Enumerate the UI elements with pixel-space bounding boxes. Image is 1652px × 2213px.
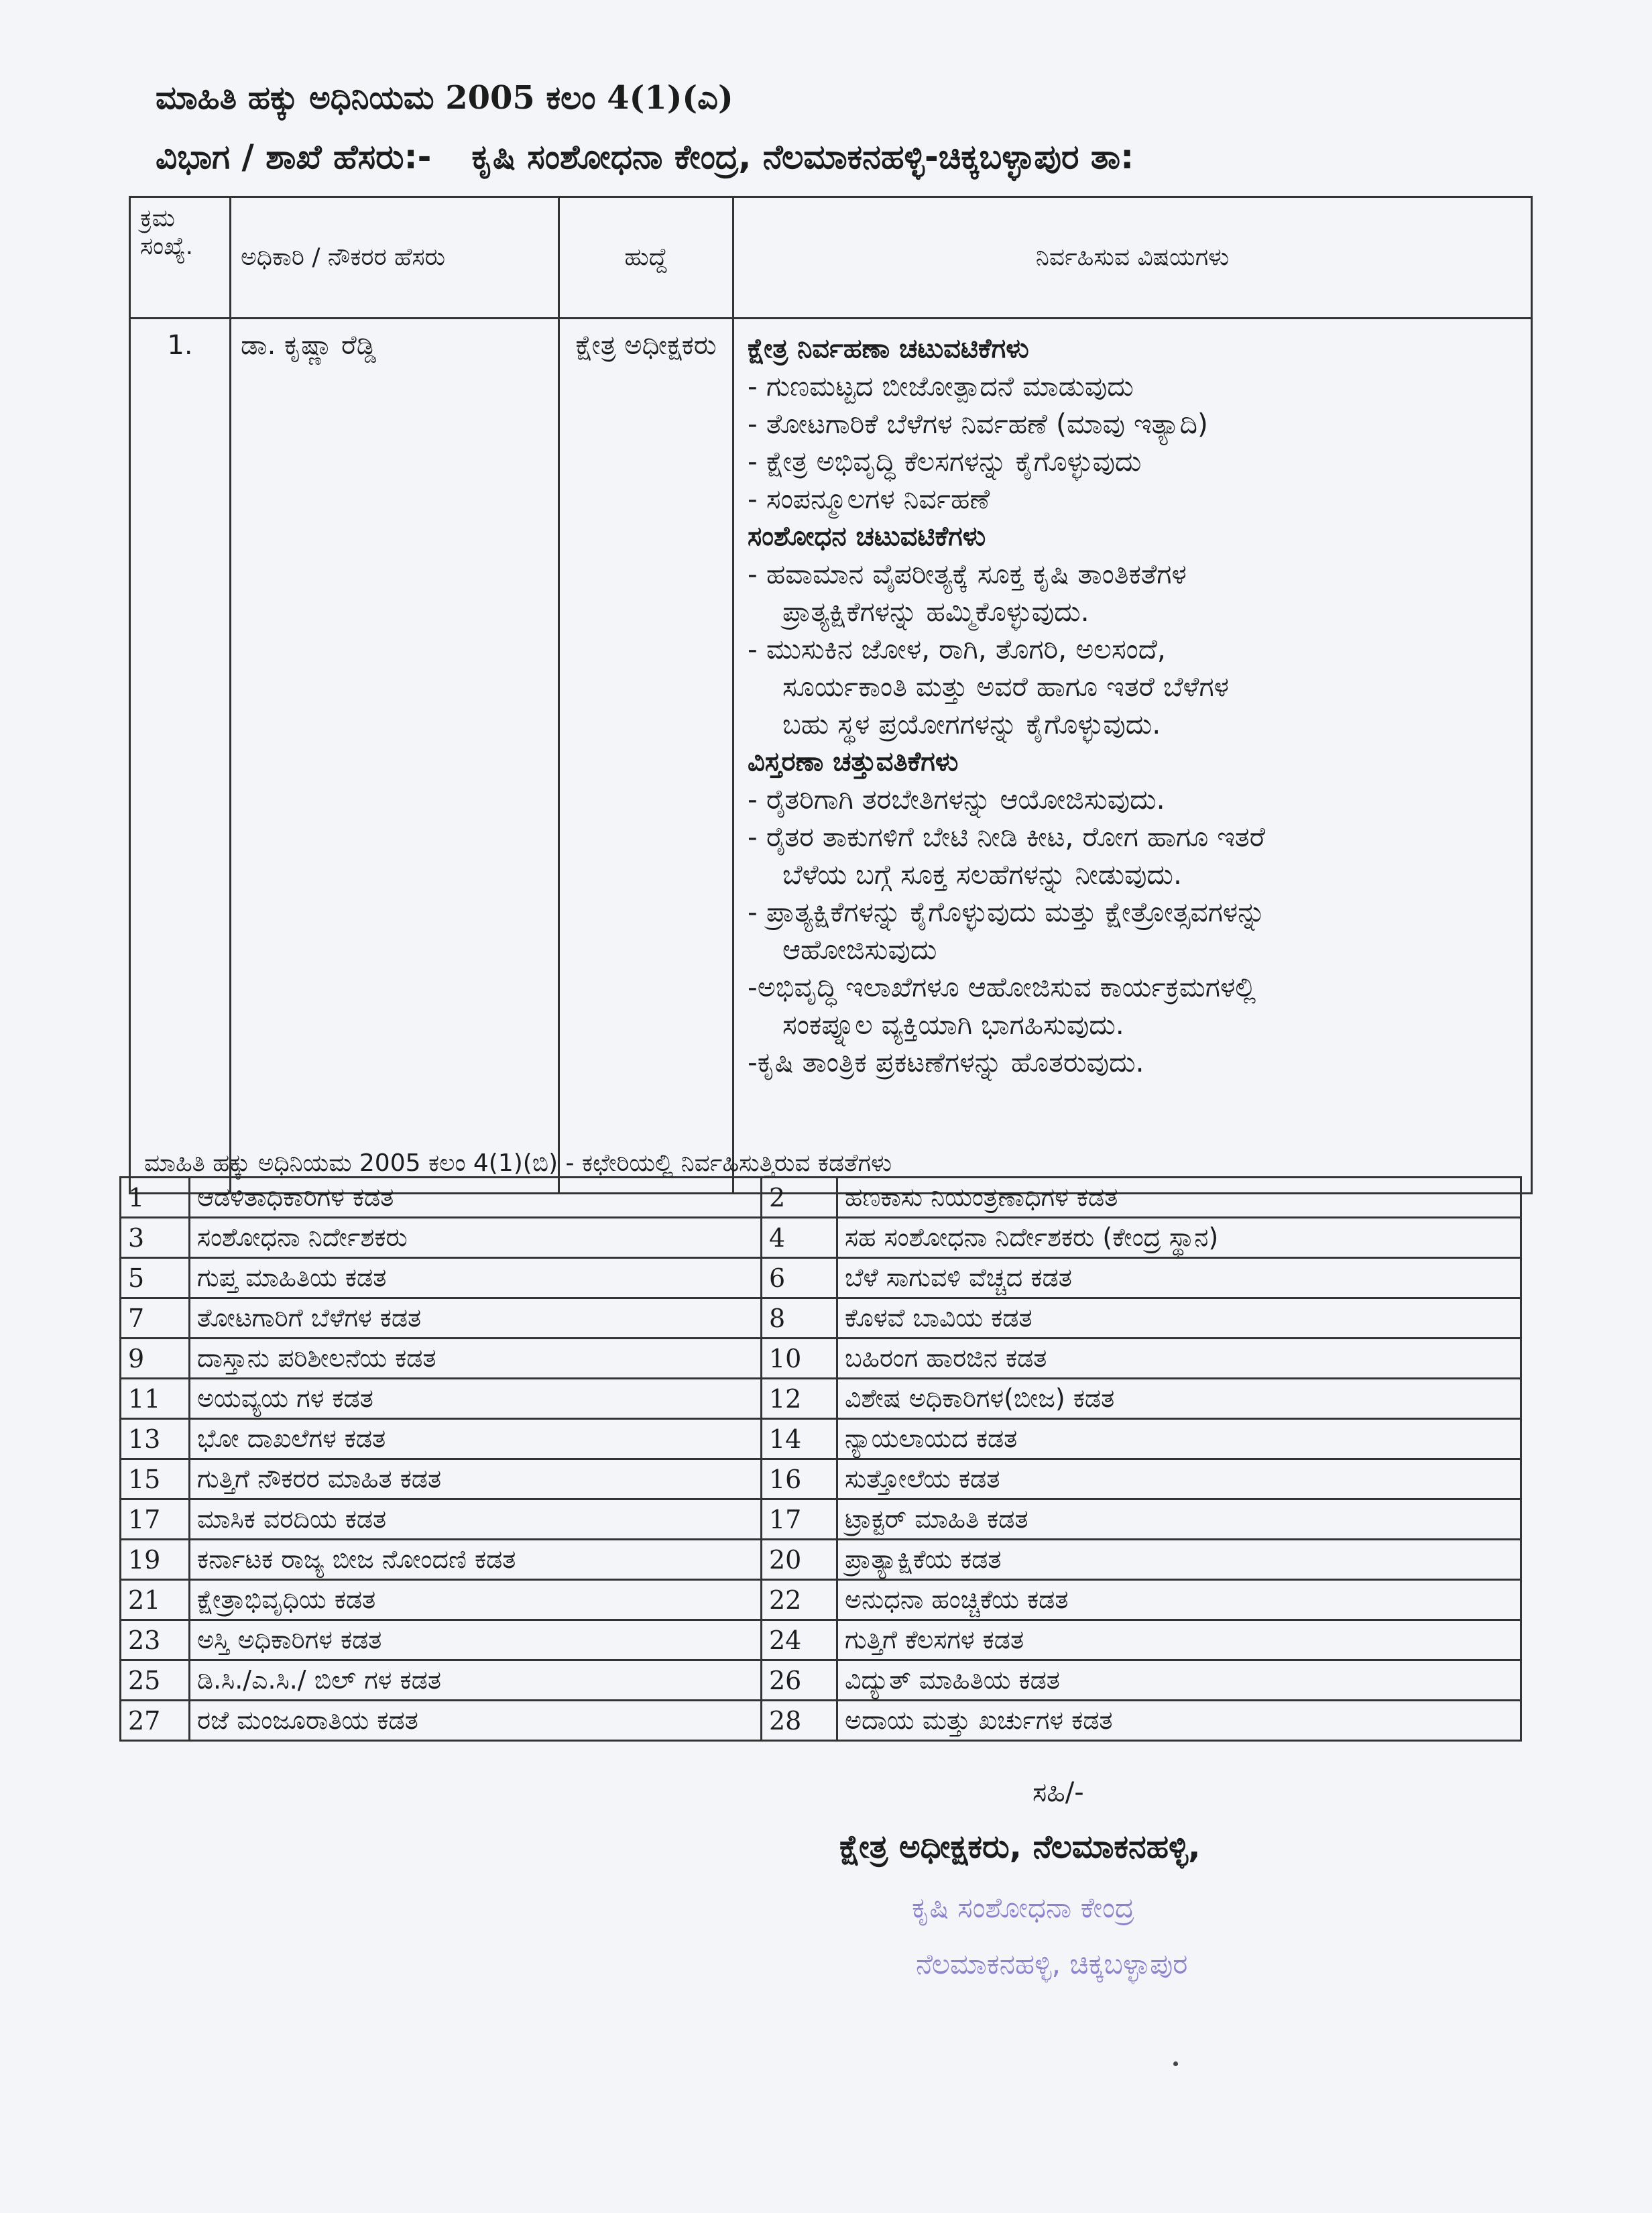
- register-number: 8: [762, 1298, 837, 1339]
- register-title: ದಾಸ್ತಾನು ಪರಿಶೀಲನೆಯ ಕಡತ: [190, 1339, 762, 1379]
- row-officer-name: ಡಾ. ಕೃಷ್ಣಾ ರೆಡ್ಡಿ: [231, 319, 559, 1194]
- register-row: [121, 1258, 1521, 1298]
- register-number: 23: [121, 1620, 190, 1660]
- department-name: ಕೃಷಿ ಸಂಶೋಧನಾ ಕೇಂದ್ರ, ನೆಲಮಾಕನಹಳ್ಳಿ-ಚಿಕ್ಕಬಳ್ಳಾಪುರ ತಾ:: [471, 137, 1134, 176]
- department-label: ವಿಭಾಗ / ಶಾಖೆ ಹೆಸರು:-: [156, 137, 432, 176]
- register-title: ಸಹ ಸಂಶೋಧನಾ ನಿರ್ದೇಶಕರು (ಕೇಂದ್ರ ಸ್ಥಾನ): [837, 1218, 1521, 1258]
- duty-item: - ತೋಟಗಾರಿಕೆ ಬೆಳೆಗಳ ನಿರ್ವಹಣೆ (ಮಾವು ಇತ್ಯಾದಿ): [748, 408, 1208, 440]
- duty-item-continued: ಬೆಳೆಯ ಬಗ್ಗೆ ಸೂಕ್ತ ಸಲಹೆಗಳನ್ನು ನೀಡುವುದು.: [782, 858, 1182, 891]
- register-row: [121, 1620, 1521, 1660]
- header-post: ಹುದ್ದೆ: [559, 197, 733, 319]
- register-title: ವಿಶೇಷ ಅಧಿಕಾರಿಗಳ(ಬೀಜ) ಕಡತ: [837, 1379, 1521, 1419]
- register-number: 22: [762, 1580, 837, 1620]
- register-title: ಗುತ್ತಿಗೆ ಕೆಲಸಗಳ ಕಡತ: [837, 1620, 1521, 1660]
- register-title: ಹಣಕಾಸು ನಿಯಂತ್ರಣಾಧಿಗಳ ಕಡತ: [837, 1178, 1521, 1218]
- register-number: 10: [762, 1339, 837, 1379]
- register-title: ಅಸ್ತಿ ಅಧಿಕಾರಿಗಳ ಕಡತ: [190, 1620, 762, 1660]
- register-number: 15: [121, 1459, 190, 1499]
- register-title: ನ್ಯಾಯಲಾಯದ ಕಡತ: [837, 1419, 1521, 1459]
- register-title: ಮಾಸಿಕ ವರದಿಯ ಕಡತ: [190, 1499, 762, 1540]
- register-number: 5: [121, 1258, 190, 1298]
- registers-table: [119, 1176, 1522, 1742]
- duty-item: - ಪ್ರಾತ್ಯಕ್ಷಿಕೆಗಳನ್ನು ಕೈಗೊಳ್ಳುವುದು ಮತ್ತು ಕ್ಷೇತ್ರೋತ್ಸವಗಳನ್ನು: [748, 896, 1266, 928]
- register-title: ಸುತ್ತೋಲೆಯ ಕಡತ: [837, 1459, 1521, 1499]
- register-number: 14: [762, 1419, 837, 1459]
- register-row: [121, 1339, 1521, 1379]
- register-row: [121, 1419, 1521, 1459]
- register-row: [121, 1298, 1521, 1339]
- register-title: ಗುಪ್ತ ಮಾಹಿತಿಯ ಕಡತ: [190, 1258, 762, 1298]
- register-number: 6: [762, 1258, 837, 1298]
- register-title: ಭೋ ದಾಖಲೆಗಳ ಕಡತ: [190, 1419, 762, 1459]
- register-number: 13: [121, 1419, 190, 1459]
- register-number: 7: [121, 1298, 190, 1339]
- register-row: [121, 1580, 1521, 1620]
- register-title: ಕೊಳವೆ ಬಾವಿಯ ಕಡತ: [837, 1298, 1521, 1339]
- register-row: [121, 1459, 1521, 1499]
- header-name: ಅಧಿಕಾರಿ / ನೌಕರರ ಹೆಸರು: [231, 197, 559, 319]
- section-title: ಸಂಶೋಧನ ಚಟುವಟಿಕೆಗಳು: [748, 521, 986, 552]
- duties-header-row: [130, 197, 1532, 319]
- register-title: ಸಂಶೋಧನಾ ನಿರ್ದೇಶಕರು: [190, 1218, 762, 1258]
- register-number: 19: [121, 1540, 190, 1580]
- register-title: ತೋಟಗಾರಿಗೆ ಬೆಳೆಗಳ ಕಡತ: [190, 1298, 762, 1339]
- stamp-line-1: ಕೃಷಿ ಸಂಶೋಧನಾ ಕೇಂದ್ರ: [912, 1891, 1134, 1924]
- register-number: 20: [762, 1540, 837, 1580]
- register-number: 1: [121, 1178, 190, 1218]
- row-post: ಕ್ಷೇತ್ರ ಅಧೀಕ್ಷಕರು: [559, 319, 733, 1194]
- duty-item-continued: ಸೂರ್ಯಕಾಂತಿ ಮತ್ತು ಅವರೆ ಹಾಗೂ ಇತರೆ ಬೆಳೆಗಳ: [782, 671, 1229, 703]
- register-title: ರಜೆ ಮಂಜೂರಾತಿಯ ಕಡತ: [190, 1701, 762, 1741]
- register-title: ಆಡಳಿತಾಧಿಕಾರಿಗಳ ಕಡತ: [190, 1178, 762, 1218]
- register-title: ಕರ್ನಾಟಕ ರಾಜ್ಯ ಬೀಜ ನೋಂದಣಿ ಕಡತ: [190, 1540, 762, 1580]
- duty-item-continued: ಬಹು ಸ್ಥಳ ಪ್ರಯೋಗಗಳನ್ನು ಕೈಗೊಳ್ಳುವುದು.: [782, 708, 1161, 740]
- header-serial: ಕ್ರಮ ಸಂಖ್ಯೆ.: [130, 197, 231, 319]
- register-number: 27: [121, 1701, 190, 1741]
- register-title: ಅಯವ್ಯಯ ಗಳ ಕಡತ: [190, 1379, 762, 1419]
- register-number: 9: [121, 1339, 190, 1379]
- department-line: [156, 137, 1134, 177]
- register-number: 12: [762, 1379, 837, 1419]
- duty-item: - ರೈತರಿಗಾಗಿ ತರಬೇತಿಗಳನ್ನು ಆಯೋಜಿಸುವುದು.: [748, 783, 1165, 815]
- register-number: 21: [121, 1580, 190, 1620]
- duty-item-continued: ಆಹೋಜಿಸುವುದು: [782, 933, 937, 966]
- register-title: ಡಿ.ಸಿ./ಎ.ಸಿ./ ಬಿಲ್ ಗಳ ಕಡತ: [190, 1660, 762, 1701]
- register-number: 11: [121, 1379, 190, 1419]
- register-row: [121, 1218, 1521, 1258]
- register-number: 17: [121, 1499, 190, 1540]
- register-title: ಟ್ರಾಕ್ಟರ್ ಮಾಹಿತಿ ಕಡತ: [837, 1499, 1521, 1540]
- duty-item: - ಹವಾಮಾನ ವೈಪರೀತ್ಯಕ್ಕೆ ಸೂಕ್ತ ಕೃಷಿ ತಾಂತಿಕತೆಗಳ: [748, 558, 1187, 590]
- register-row: [121, 1660, 1521, 1701]
- register-number: 17: [762, 1499, 837, 1540]
- register-row: [121, 1178, 1521, 1218]
- officer-designation: ಕ್ಷೇತ್ರ ಅಧೀಕ್ಷಕರು, ನೆಲಮಾಕನಹಳ್ಳಿ,: [839, 1828, 1201, 1866]
- register-row: [121, 1701, 1521, 1741]
- register-number: 16: [762, 1459, 837, 1499]
- row-serial: 1.: [130, 319, 231, 1194]
- register-number: 28: [762, 1701, 837, 1741]
- register-row: [121, 1540, 1521, 1580]
- register-number: 25: [121, 1660, 190, 1701]
- section-title: ವಿಸ್ತರಣಾ ಚತ್ತುವತಿಕೆಗಳು: [748, 746, 959, 777]
- signed-mark: ಸಹಿ/-: [1032, 1777, 1084, 1808]
- register-title: ಪ್ರಾತ್ಯಾಕ್ಷಿಕೆಯ ಕಡತ: [837, 1540, 1521, 1580]
- header-duties: ನಿರ್ವಹಿಸುವ ವಿಷಯಗಳು: [733, 197, 1532, 319]
- register-number: 3: [121, 1218, 190, 1258]
- register-number: 4: [762, 1218, 837, 1258]
- duty-item: - ಮುಸುಕಿನ ಜೋಳ, ರಾಗಿ, ತೊಗರಿ, ಅಲಸಂದೆ,: [748, 633, 1166, 665]
- registers-subtitle: ಮಾಹಿತಿ ಹಕ್ಕು ಅಧಿನಿಯಮ 2005 ಕಲಂ 4(1)(ಬಿ) - ಕಛೇರಿಯಲ್ಲಿ ನಿರ್ವಹಿಸುತ್ತಿರುವ ಕಡತೆಗಳು: [144, 1149, 892, 1177]
- duty-item: - ರೈತರ ತಾಕುಗಳಿಗೆ ಬೇಟಿ ನೀಡಿ ಕೀಟ, ರೋಗ ಹಾಗೂ ಇತರೆ: [748, 821, 1265, 853]
- register-title: ಗುತ್ತಿಗೆ ನೌಕರರ ಮಾಹಿತ ಕಡತ: [190, 1459, 762, 1499]
- register-number: 2: [762, 1178, 837, 1218]
- register-title: ಬೆಳೆ ಸಾಗುವಳಿ ವೆಚ್ಚದ ಕಡತ: [837, 1258, 1521, 1298]
- register-title: ಅನುಧನಾ ಹಂಚ್ಚಿಕೆಯ ಕಡತ: [837, 1580, 1521, 1620]
- ink-dot: [1173, 2061, 1178, 2066]
- register-title: ಅದಾಯ ಮತ್ತು ಖರ್ಚುಗಳ ಕಡತ: [837, 1701, 1521, 1741]
- register-title: ಕ್ಷೇತ್ರಾಭಿವೃಧಿಯ ಕಡತ: [190, 1580, 762, 1620]
- register-row: [121, 1379, 1521, 1419]
- register-number: 26: [762, 1660, 837, 1701]
- duty-item: - ಕ್ಷೇತ್ರ ಅಭಿವೃದ್ಧಿ ಕೆಲಸಗಳನ್ನು ಕೈಗೊಳ್ಳುವುದು: [748, 445, 1142, 477]
- section-title: ಕ್ಷೇತ್ರ ನಿರ್ವಹಣಾ ಚಟುವಟಿಕೆಗಳು: [748, 333, 1029, 364]
- duty-item-continued: ಪ್ರಾತ್ಯಕ್ಷಿಕೆಗಳನ್ನು ಹಮ್ಮಿಕೊಳ್ಳುವುದು.: [782, 595, 1089, 628]
- document-title: ಮಾಹಿತಿ ಹಕ್ಕು ಅಧಿನಿಯಮ 2005 ಕಲಂ 4(1)(ಎ): [156, 79, 733, 117]
- register-title: ಬಹಿರಂಗ ಹಾರಜಿನ ಕಡತ: [837, 1339, 1521, 1379]
- stamp-line-2: ನೆಲಮಾಕನಹಳ್ಳಿ, ಚಿಕ್ಕಬಳ್ಳಾಪುರ: [916, 1947, 1188, 1980]
- duty-item: - ಗುಣಮಟ್ಟದ ಬೀಜೋತ್ಪಾದನೆ ಮಾಡುವುದು: [748, 370, 1134, 402]
- duty-item: -ಕೃಷಿ ತಾಂತ್ರಿಕ ಪ್ರಕಟಣೆಗಳನ್ನು ಹೊತರುವುದು.: [748, 1046, 1144, 1078]
- row-duties: [733, 319, 1532, 1194]
- register-title: ವಿದ್ಯುತ್ ಮಾಹಿತಿಯ ಕಡತ: [837, 1660, 1521, 1701]
- duties-row: [130, 319, 1532, 1194]
- register-number: 24: [762, 1620, 837, 1660]
- duty-item: - ಸಂಪನ್ಮೂಲಗಳ ನಿರ್ವಹಣೆ: [748, 483, 990, 515]
- duty-item-continued: ಸಂಕಪ್ನೂಲ ವ್ಯಕ್ತಿಯಾಗಿ ಭಾಗಹಿಸುವುದು.: [782, 1009, 1124, 1041]
- register-row: [121, 1499, 1521, 1540]
- duties-table: [129, 196, 1533, 1194]
- duty-item: -ಅಭಿವೃದ್ಧಿ ಇಲಾಖೆಗಳೂ ಆಹೋಜಿಸುವ ಕಾರ್ಯಕ್ರಮಗಳಲ್ಲಿ: [748, 971, 1256, 1003]
